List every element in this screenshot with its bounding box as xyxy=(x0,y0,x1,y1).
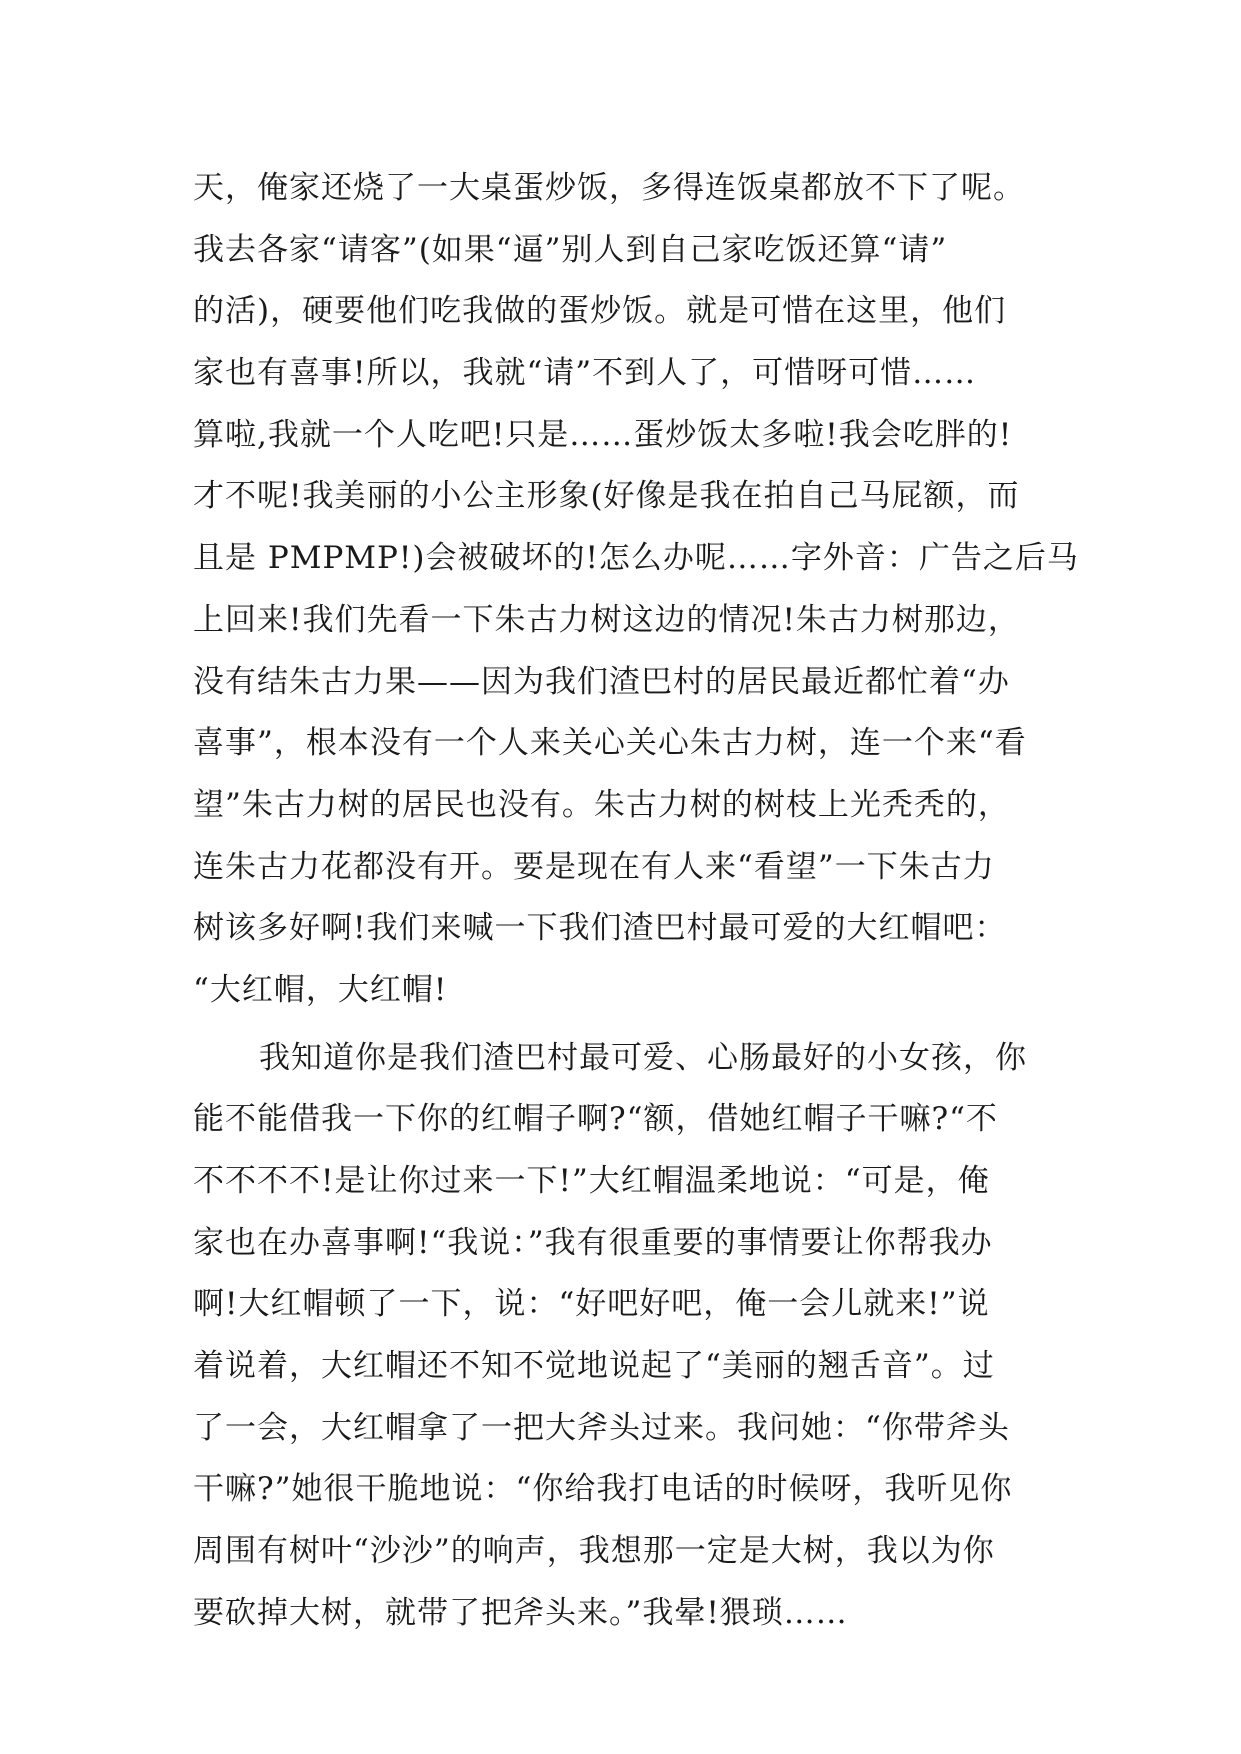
text-line: 家也有喜事!所以，我就“请”不到人了，可惜呀可惜…… xyxy=(193,355,977,392)
text-line: 上回来!我们先看一下朱古力树这边的情况!朱古力树那边， xyxy=(193,601,1020,638)
text-line: 不不不不!是让你过来一下!”大红帽温柔地说：“可是，俺 xyxy=(193,1163,990,1199)
text-line: 没有结朱古力果——因为我们渣巴村的居民最近都忙着“办 xyxy=(193,663,1010,700)
text-line: 的活)，硬要他们吃我做的蛋炒饭。就是可惜在这里，他们 xyxy=(193,293,1007,330)
text-line: 才不呢!我美丽的小公主形象(好像是我在拍自己马屁额，而 xyxy=(193,478,1020,515)
text-line: 连朱古力花都没有开。要是现在有人来“看望”一下朱古力 xyxy=(193,848,995,885)
text-line: 要砍掉大树，就带了把斧头来。”我晕!猥琐…… xyxy=(193,1594,848,1631)
text-line: 家也在办喜事啊!“我说：”我有很重要的事情要让你帮我办 xyxy=(193,1224,993,1261)
text-line: “大红帽，大红帽! xyxy=(193,971,448,1008)
document-body xyxy=(193,158,1079,1645)
text-line: 喜事”，根本没有一个人来关心关心朱古力树，连一个来“看 xyxy=(193,725,1027,762)
paragraph xyxy=(193,1028,1073,1645)
text-line: 能不能借我一下你的红帽子啊?“额，借她红帽子干嘛?“不 xyxy=(193,1101,998,1138)
text-line: 干嘛?”她很干脆地说：“你给我打电话的时候呀，我听见你 xyxy=(193,1471,1013,1508)
text-line: 且是 PMPMP!)会被破坏的!怎么办呢……字外音：广告之后马 xyxy=(193,540,1079,577)
text-line: 我去各家“请客”(如果“逼”别人到自己家吃饭还算“请” xyxy=(193,231,948,268)
text-line: 树该多好啊!我们来喊一下我们渣巴村最可爱的大红帽吧： xyxy=(193,910,1007,947)
text-line: 了一会，大红帽拿了一把大斧头过来。我问她：“你带斧头 xyxy=(193,1409,1010,1446)
text-line: 周围有树叶“沙沙”的响声，我想那一定是大树，我以为你 xyxy=(193,1533,995,1570)
text-line: 望”朱古力树的居民也没有。朱古力树的树枝上光秃秃的， xyxy=(193,786,1010,823)
text-line: 啊!大红帽顿了一下，说：“好吧好吧，俺一会儿就来!”说 xyxy=(193,1286,990,1323)
text-line: 天，俺家还烧了一大桌蛋炒饭，多得连饭桌都放不下了呢。 xyxy=(193,170,1025,206)
paragraph xyxy=(193,158,1079,1022)
text-line: 着说着，大红帽还不知不觉地说起了“美丽的翘舌音”。过 xyxy=(193,1348,995,1385)
text-line-indented: 我知道你是我们渣巴村最可爱、心肠最好的小女孩，你 xyxy=(259,1039,1027,1076)
text-line: 算啦,我就一个人吃吧!只是……蛋炒饭太多啦!我会吃胖的! xyxy=(193,416,1013,453)
